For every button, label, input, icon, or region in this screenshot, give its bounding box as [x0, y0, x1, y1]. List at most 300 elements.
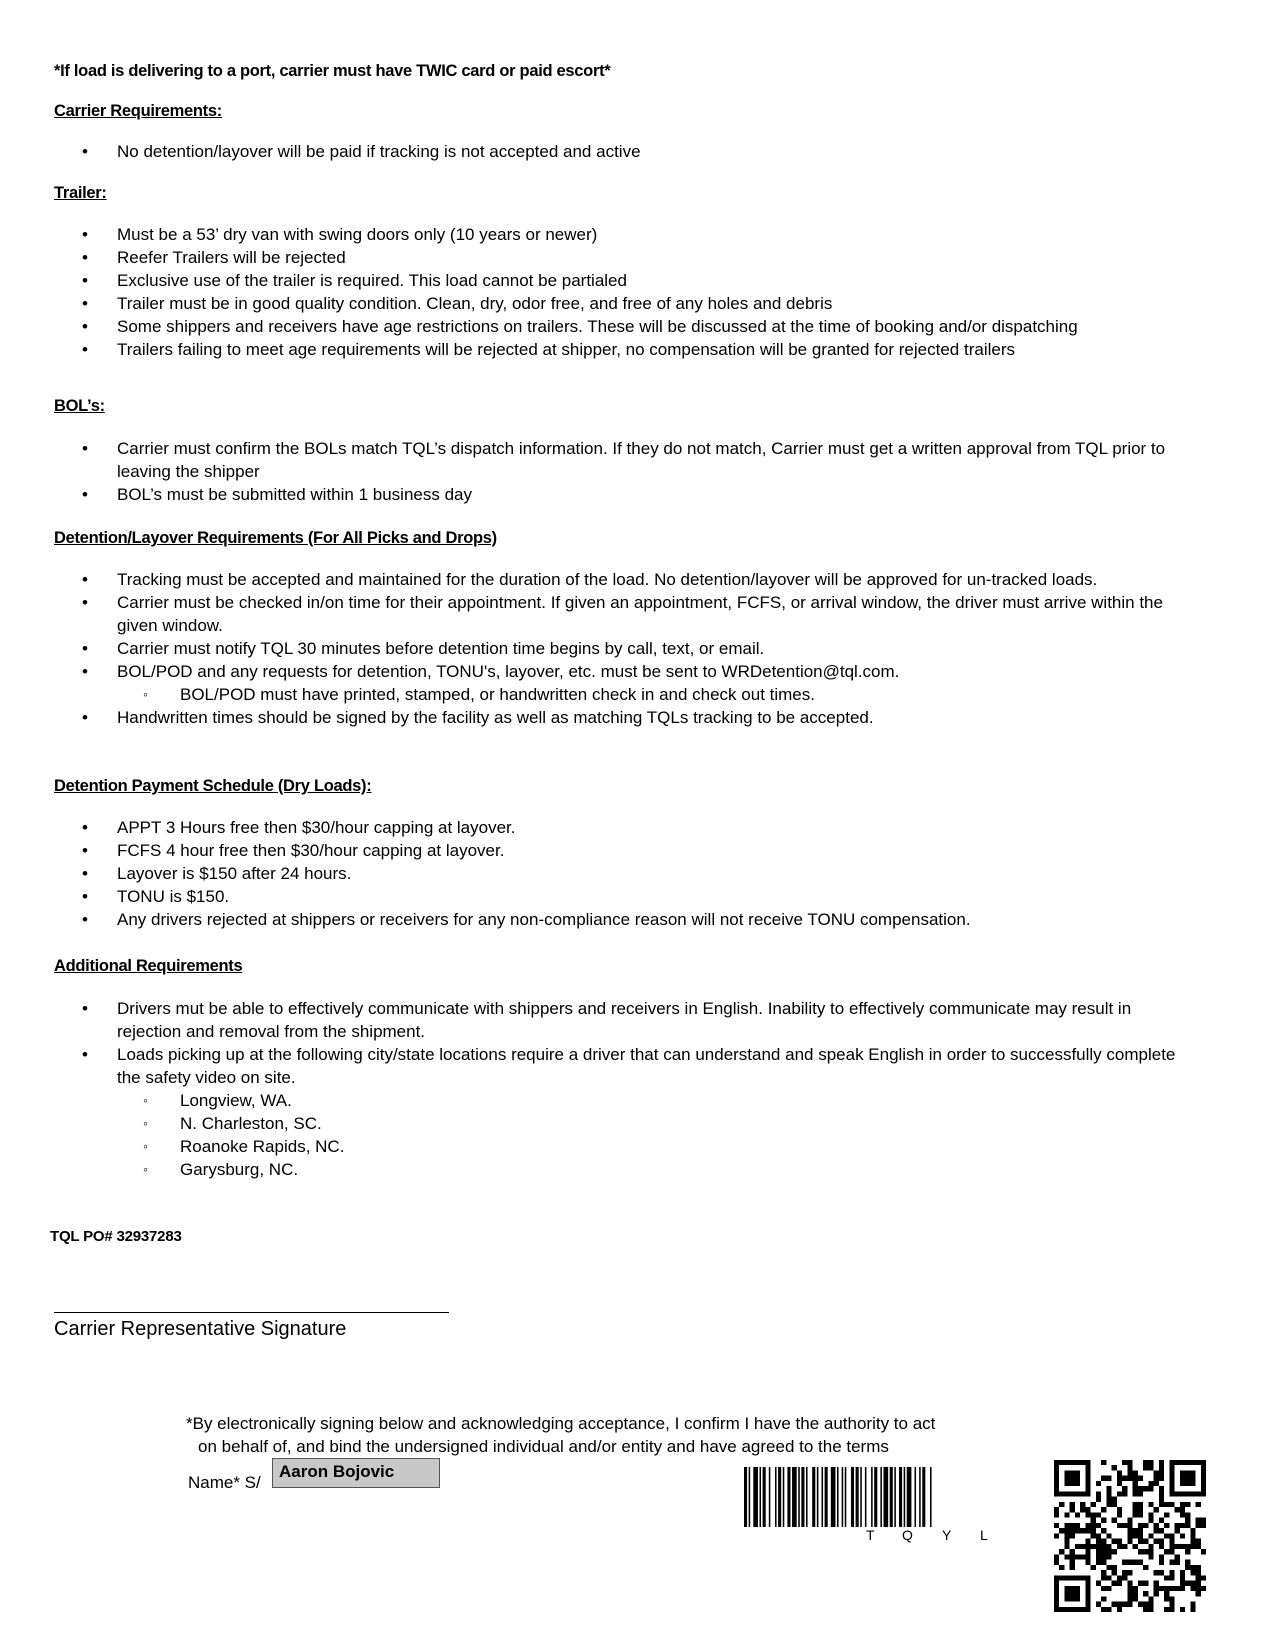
qr-module: [1117, 1476, 1122, 1481]
section-heading-bols: BOL’s:: [54, 397, 105, 415]
qr-module: [1175, 1528, 1180, 1533]
qr-module: [1164, 1591, 1169, 1596]
qr-module: [1091, 1528, 1096, 1533]
acknowledgement-text: [186, 1412, 1046, 1458]
barcode-bar: [851, 1467, 854, 1527]
list-item: ◦ Longview, WA.: [0, 1089, 1180, 1112]
qr-module: [1075, 1512, 1080, 1517]
qr-module: [1148, 1481, 1153, 1486]
qr-module: [1138, 1523, 1143, 1528]
qr-module: [1127, 1596, 1132, 1601]
qr-module: [1159, 1539, 1164, 1544]
qr-module: [1143, 1565, 1148, 1570]
barcode-bar: [825, 1467, 828, 1527]
qr-module: [1127, 1470, 1132, 1475]
qr-module: [1138, 1486, 1143, 1491]
qr-module: [1138, 1507, 1143, 1512]
qr-module: [1169, 1549, 1174, 1554]
qr-module: [1106, 1544, 1111, 1549]
barcode-bar: [837, 1467, 839, 1527]
barcode-bar: [856, 1467, 859, 1527]
qr-module: [1159, 1465, 1164, 1470]
qr-module: [1185, 1512, 1190, 1517]
qr-module: [1091, 1544, 1096, 1549]
qr-module: [1101, 1596, 1106, 1601]
qr-module: [1059, 1528, 1064, 1533]
barcode-bar: [890, 1467, 893, 1527]
qr-module: [1159, 1486, 1164, 1491]
qr-module: [1180, 1586, 1185, 1591]
qr-module: [1133, 1533, 1138, 1538]
qr-module: [1106, 1575, 1111, 1580]
qr-module: [1127, 1539, 1132, 1544]
qr-module: [1091, 1512, 1096, 1517]
qr-module: [1112, 1465, 1117, 1470]
qr-module: [1159, 1528, 1164, 1533]
qr-module: [1070, 1507, 1075, 1512]
qr-module: [1122, 1460, 1127, 1465]
qr-module: [1138, 1549, 1143, 1554]
qr-module: [1096, 1481, 1101, 1486]
qr-module: [1138, 1581, 1143, 1586]
qr-module: [1143, 1581, 1148, 1586]
qr-module: [1091, 1565, 1096, 1570]
qr-module: [1159, 1502, 1164, 1507]
qr-module: [1112, 1581, 1117, 1586]
qr-module: [1085, 1507, 1090, 1512]
barcode-bar: [874, 1467, 877, 1527]
qr-module: [1196, 1518, 1201, 1523]
qr-module: [1185, 1502, 1190, 1507]
qr-module: [1159, 1497, 1164, 1502]
qr-module: [1148, 1602, 1153, 1607]
barcode-bar: [775, 1467, 777, 1527]
barcode-char: Y: [942, 1527, 952, 1543]
barcode-bar: [753, 1467, 758, 1527]
qr-module: [1117, 1491, 1122, 1496]
qr-module: [1096, 1491, 1101, 1496]
list-item: • APPT 3 Hours free then $30/hour capping at layover.: [0, 816, 1230, 839]
qr-module: [1154, 1570, 1159, 1575]
barcode-char: L: [980, 1527, 988, 1543]
barcode-bar: [778, 1467, 781, 1527]
qr-module: [1175, 1507, 1180, 1512]
qr-module: [1154, 1539, 1159, 1544]
qr-module: [1138, 1560, 1143, 1565]
list-item: • Must be a 53’ dry van with swing doors only (10 years or newer): [0, 223, 1230, 246]
qr-module: [1117, 1607, 1122, 1612]
name-field[interactable]: Aaron Bojovic: [272, 1458, 440, 1488]
qr-module: [1064, 1544, 1069, 1549]
qr-module: [1122, 1570, 1127, 1575]
qr-module: [1133, 1596, 1138, 1601]
qr-module: [1180, 1507, 1185, 1512]
po-number: TQL PO# 32937283: [50, 1228, 182, 1245]
qr-module: [1154, 1528, 1159, 1533]
qr-module: [1106, 1486, 1111, 1491]
barcode-bar: [792, 1467, 797, 1527]
qr-module: [1106, 1549, 1111, 1554]
list-item: • Carrier must be checked in/on time for their appointment. If given an appointment, FCFS, or arrival window, the driver must arrive within the given window.: [0, 591, 1195, 637]
qr-module: [1106, 1497, 1111, 1502]
qr-module: [1138, 1491, 1143, 1496]
qr-module: [1127, 1533, 1132, 1538]
list-item: • FCFS 4 hour free then $30/hour capping at layover.: [0, 839, 1230, 862]
section-heading-trailer: Trailer:: [54, 184, 107, 202]
qr-module: [1075, 1528, 1080, 1533]
qr-module: [1154, 1481, 1159, 1486]
qr-module: [1164, 1596, 1169, 1601]
qr-module: [1106, 1586, 1111, 1591]
qr-module: [1127, 1476, 1132, 1481]
qr-module: [1085, 1539, 1090, 1544]
list-item: • Some shippers and receivers have age restrictions on trailers. These will be discussed at the time of booking and/or dispatching: [0, 315, 1230, 338]
barcode-bar: [760, 1467, 762, 1527]
qr-module: [1127, 1560, 1132, 1565]
qr-module: [1096, 1533, 1101, 1538]
acknowledgement-line-2: on behalf of, and bind the undersigned individual and/or entity and have agreed to the terms: [198, 1437, 889, 1456]
barcode-bar: [798, 1467, 800, 1527]
qr-module: [1127, 1591, 1132, 1596]
barcode-bar: [812, 1467, 815, 1527]
qr-module: [1180, 1533, 1185, 1538]
qr-module: [1054, 1560, 1059, 1565]
barcode-bar: [930, 1467, 932, 1527]
qr-module: [1169, 1539, 1174, 1544]
qr-code-icon: [1054, 1460, 1206, 1612]
qr-module: [1133, 1470, 1138, 1475]
qr-module: [1091, 1533, 1096, 1538]
qr-module: [1190, 1533, 1195, 1538]
barcode-bar: [907, 1467, 912, 1527]
barcode-bar: [915, 1467, 917, 1527]
qr-module: [1180, 1607, 1185, 1612]
list-item: ◦ Roanoke Rapids, NC.: [0, 1135, 1180, 1158]
qr-module: [1080, 1554, 1085, 1559]
qr-module: [1127, 1465, 1132, 1470]
qr-module: [1196, 1502, 1201, 1507]
qr-module: [1159, 1470, 1164, 1475]
qr-module: [1154, 1523, 1159, 1528]
list-item: • No detention/layover will be paid if tracking is not accepted and active: [0, 140, 1230, 163]
qr-module: [1201, 1586, 1206, 1591]
qr-module: [1122, 1544, 1127, 1549]
trailer-list: [0, 223, 1230, 361]
qr-module: [1085, 1544, 1090, 1549]
qr-module: [1064, 1533, 1069, 1538]
qr-module: [1196, 1591, 1201, 1596]
qr-module: [1127, 1523, 1132, 1528]
signature-label: Carrier Representative Signature: [54, 1318, 347, 1340]
qr-module: [1122, 1476, 1127, 1481]
qr-module: [1154, 1470, 1159, 1475]
barcode-bar: [880, 1467, 882, 1527]
qr-module: [1096, 1560, 1101, 1565]
list-item: • TONU is $150.: [0, 885, 1230, 908]
qr-module: [1148, 1512, 1153, 1517]
qr-module: [1164, 1523, 1169, 1528]
barcode-bar: [919, 1467, 921, 1527]
list-item: ◦ N. Charleston, SC.: [0, 1112, 1180, 1135]
qr-module: [1070, 1533, 1075, 1538]
barcode-bar: [894, 1467, 896, 1527]
qr-module: [1190, 1602, 1195, 1607]
qr-module: [1070, 1554, 1075, 1559]
qr-module: [1180, 1523, 1185, 1528]
qr-module: [1196, 1523, 1201, 1528]
qr-module: [1190, 1570, 1195, 1575]
qr-module: [1148, 1486, 1153, 1491]
list-item: ◦ BOL/POD must have printed, stamped, or handwritten check in and check out times.: [0, 683, 1195, 706]
barcode-char: Q: [902, 1527, 913, 1543]
qr-module: [1138, 1512, 1143, 1517]
qr-module: [1122, 1575, 1127, 1580]
qr-module: [1180, 1570, 1185, 1575]
qr-module: [1085, 1549, 1090, 1554]
qr-module: [1106, 1502, 1111, 1507]
qr-module: [1080, 1528, 1085, 1533]
qr-module: [1127, 1602, 1132, 1607]
qr-module: [1180, 1581, 1185, 1586]
qr-module: [1085, 1523, 1090, 1528]
qr-module: [1112, 1570, 1117, 1575]
qr-module: [1169, 1575, 1174, 1580]
qr-module: [1106, 1554, 1111, 1559]
qr-module: [1075, 1544, 1080, 1549]
barcode-bar: [749, 1467, 751, 1527]
list-item: • Drivers mut be able to effectively communicate with shippers and receivers in English. Inability to effectively communicate may result in rejection and removal from the shipment.: [0, 997, 1180, 1043]
barcode-bar: [831, 1467, 836, 1527]
list-item: • Reefer Trailers will be rejected: [0, 246, 1230, 269]
qr-module: [1133, 1476, 1138, 1481]
qr-module: [1133, 1481, 1138, 1486]
payment-list: [0, 816, 1230, 931]
qr-module: [1101, 1507, 1106, 1512]
qr-module: [1127, 1586, 1132, 1591]
qr-module: [1106, 1607, 1111, 1612]
qr-module: [1190, 1586, 1195, 1591]
qr-module: [1106, 1476, 1111, 1481]
qr-module: [1164, 1533, 1169, 1538]
qr-module: [1117, 1481, 1122, 1486]
qr-module: [1196, 1539, 1201, 1544]
qr-module: [1185, 1581, 1190, 1586]
qr-module: [1190, 1544, 1195, 1549]
qr-module: [1117, 1581, 1122, 1586]
list-item: • BOL’s must be submitted within 1 business day: [0, 483, 1180, 506]
qr-module: [1122, 1486, 1127, 1491]
qr-module: [1101, 1570, 1106, 1575]
qr-module: [1185, 1560, 1190, 1565]
qr-module: [1185, 1518, 1190, 1523]
barcode-bar: [922, 1467, 925, 1527]
acknowledgement-line-1: *By electronically signing below and acknowledging acceptance, I confirm I have the authority to act: [186, 1414, 936, 1433]
qr-module: [1196, 1544, 1201, 1549]
qr-module: [1070, 1565, 1075, 1570]
qr-module: [1133, 1544, 1138, 1549]
barcode-bar: [806, 1467, 808, 1527]
barcode-bar: [845, 1467, 847, 1527]
qr-module: [1117, 1602, 1122, 1607]
qr-module: [1169, 1544, 1174, 1549]
qr-module: [1180, 1544, 1185, 1549]
qr-module: [1154, 1581, 1159, 1586]
qr-module: [1122, 1523, 1127, 1528]
qr-module: [1169, 1502, 1174, 1507]
qr-module: [1106, 1533, 1111, 1538]
list-item: ◦ Garysburg, NC.: [0, 1158, 1180, 1181]
qr-module: [1127, 1460, 1132, 1465]
qr-module: [1080, 1544, 1085, 1549]
qr-module: [1070, 1560, 1075, 1565]
qr-module: [1096, 1549, 1101, 1554]
qr-module: [1091, 1523, 1096, 1528]
qr-module: [1133, 1591, 1138, 1596]
qr-module: [1096, 1544, 1101, 1549]
barcode-char: T: [866, 1527, 875, 1543]
qr-module: [1127, 1570, 1132, 1575]
barcode-bar: [744, 1467, 747, 1527]
qr-module: [1064, 1528, 1069, 1533]
list-item: • Exclusive use of the trailer is required. This load cannot be partialed: [0, 269, 1230, 292]
list-item: • Carrier must confirm the BOLs match TQL’s dispatch information. If they do not match, Carrier must get a written approval from TQL prior to leaving the shipper: [0, 437, 1180, 483]
qr-module: [1091, 1518, 1096, 1523]
qr-finder: [1064, 1470, 1080, 1486]
qr-module: [1070, 1502, 1075, 1507]
qr-module: [1169, 1560, 1174, 1565]
qr-module: [1112, 1502, 1117, 1507]
qr-module: [1101, 1560, 1106, 1565]
list-item: • Carrier must notify TQL 30 minutes before detention time begins by call, text, or email.: [0, 637, 1195, 660]
qr-module: [1112, 1565, 1117, 1570]
qr-module: [1196, 1581, 1201, 1586]
carrier-list: [0, 140, 1230, 163]
qr-module: [1175, 1586, 1180, 1591]
qr-module: [1133, 1507, 1138, 1512]
qr-module: [1169, 1570, 1174, 1575]
qr-module: [1054, 1512, 1059, 1517]
barcode-bar: [860, 1467, 862, 1527]
qr-module: [1133, 1491, 1138, 1496]
qr-module: [1080, 1507, 1085, 1512]
qr-module: [1201, 1518, 1206, 1523]
qr-module: [1117, 1470, 1122, 1475]
qr-module: [1148, 1549, 1153, 1554]
qr-module: [1054, 1554, 1059, 1559]
qr-module: [1190, 1607, 1195, 1612]
barcode-bar: [884, 1467, 889, 1527]
signature-line: [54, 1312, 449, 1313]
qr-module: [1064, 1539, 1069, 1544]
qr-module: [1133, 1486, 1138, 1491]
qr-finder: [1180, 1470, 1196, 1486]
qr-module: [1070, 1523, 1075, 1528]
qr-module: [1143, 1602, 1148, 1607]
qr-module: [1154, 1586, 1159, 1591]
qr-module: [1164, 1549, 1169, 1554]
qr-module: [1159, 1460, 1164, 1465]
qr-module: [1064, 1554, 1069, 1559]
qr-module: [1190, 1528, 1195, 1533]
qr-module: [1054, 1507, 1059, 1512]
qr-module: [1059, 1565, 1064, 1570]
qr-module: [1133, 1586, 1138, 1591]
qr-module: [1085, 1512, 1090, 1517]
qr-module: [1196, 1565, 1201, 1570]
qr-module: [1159, 1586, 1164, 1591]
qr-module: [1101, 1544, 1106, 1549]
section-heading-carrier: Carrier Requirements:: [54, 102, 222, 120]
qr-module: [1164, 1607, 1169, 1612]
qr-module: [1154, 1476, 1159, 1481]
qr-module: [1112, 1497, 1117, 1502]
qr-module: [1148, 1502, 1153, 1507]
qr-module: [1159, 1544, 1164, 1549]
qr-module: [1101, 1607, 1106, 1612]
list-item: • Tracking must be accepted and maintained for the duration of the load. No detention/layover will be approved for un-tracked loads.: [0, 568, 1195, 591]
qr-module: [1164, 1586, 1169, 1591]
qr-module: [1127, 1518, 1132, 1523]
qr-module: [1085, 1528, 1090, 1533]
qr-module: [1180, 1512, 1185, 1517]
qr-module: [1169, 1586, 1174, 1591]
qr-module: [1154, 1591, 1159, 1596]
qr-module: [1148, 1596, 1153, 1601]
section-heading-payment: Detention Payment Schedule (Dry Loads):: [54, 777, 372, 795]
qr-module: [1138, 1533, 1143, 1538]
barcode-bar: [801, 1467, 804, 1527]
qr-module: [1196, 1575, 1201, 1580]
qr-module: [1190, 1539, 1195, 1544]
qr-module: [1185, 1544, 1190, 1549]
qr-module: [1143, 1465, 1148, 1470]
qr-module: [1138, 1528, 1143, 1533]
qr-module: [1138, 1539, 1143, 1544]
qr-module: [1101, 1460, 1106, 1465]
qr-module: [1133, 1512, 1138, 1517]
qr-module: [1096, 1512, 1101, 1517]
qr-module: [1159, 1491, 1164, 1496]
qr-module: [1101, 1549, 1106, 1554]
qr-module: [1175, 1560, 1180, 1565]
qr-module: [1101, 1476, 1106, 1481]
qr-module: [1185, 1565, 1190, 1570]
qr-module: [1101, 1528, 1106, 1533]
qr-module: [1096, 1523, 1101, 1528]
qr-module: [1101, 1539, 1106, 1544]
qr-module: [1117, 1507, 1122, 1512]
qr-module: [1112, 1539, 1117, 1544]
qr-module: [1122, 1602, 1127, 1607]
qr-module: [1164, 1575, 1169, 1580]
qr-module: [1070, 1528, 1075, 1533]
port-notice: *If load is delivering to a port, carrier must have TWIC card or paid escort*: [54, 62, 611, 80]
qr-module: [1112, 1602, 1117, 1607]
section-heading-additional: Additional Requirements: [54, 957, 243, 975]
qr-module: [1117, 1523, 1122, 1528]
qr-module: [1133, 1502, 1138, 1507]
qr-module: [1201, 1523, 1206, 1528]
qr-module: [1196, 1586, 1201, 1591]
qr-module: [1070, 1549, 1075, 1554]
qr-module: [1075, 1523, 1080, 1528]
qr-module: [1117, 1544, 1122, 1549]
qr-module: [1106, 1565, 1111, 1570]
qr-module: [1201, 1575, 1206, 1580]
qr-module: [1148, 1518, 1153, 1523]
qr-module: [1169, 1533, 1174, 1538]
qr-module: [1190, 1581, 1195, 1586]
